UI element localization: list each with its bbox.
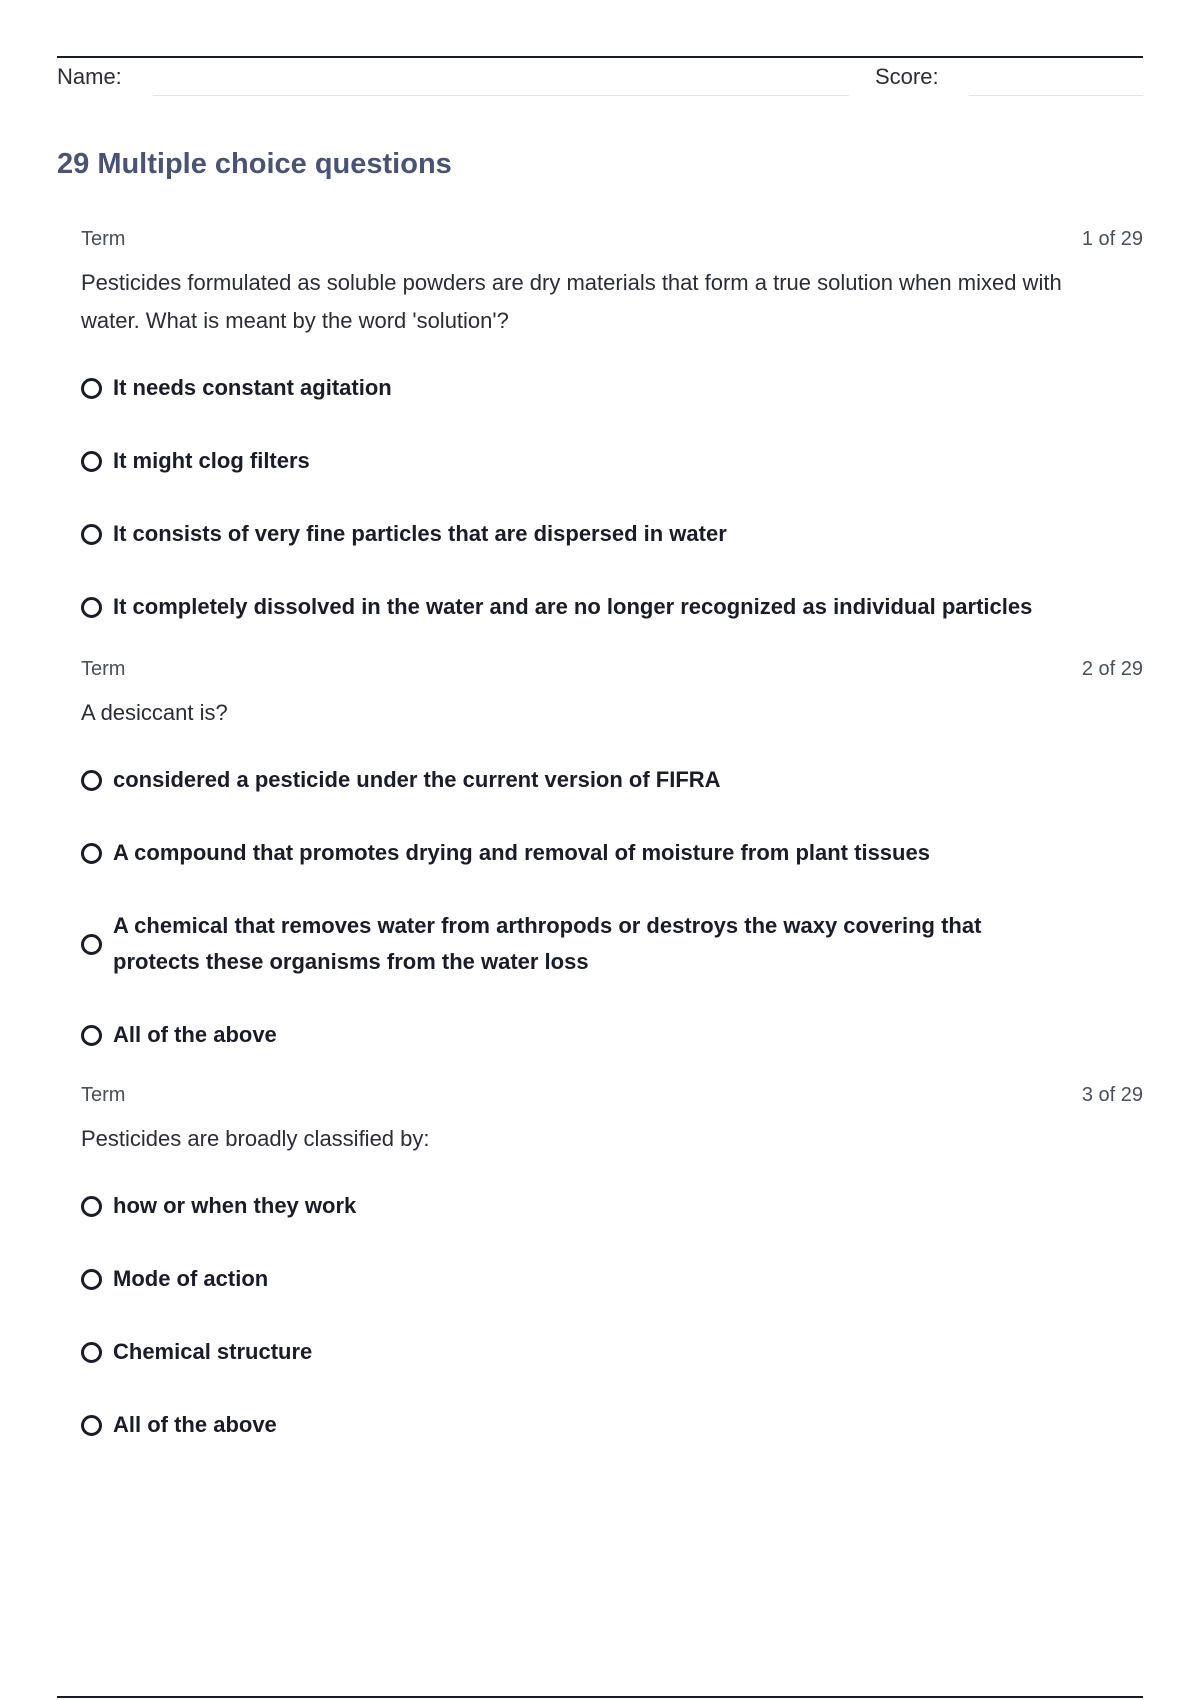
radio-circle-icon[interactable] bbox=[81, 1196, 102, 1217]
score-label: Score: bbox=[875, 64, 939, 89]
answer-option-label: It might clog filters bbox=[113, 448, 310, 473]
radio-circle-icon[interactable] bbox=[81, 597, 102, 618]
name-label: Name: bbox=[57, 64, 122, 89]
name-field-line[interactable] bbox=[153, 95, 849, 96]
radio-circle-icon[interactable] bbox=[81, 1342, 102, 1363]
answer-option-label: A chemical that removes water from arthropods or destroys the waxy covering that protects these organisms from the water loss bbox=[113, 913, 982, 974]
answer-option[interactable] bbox=[81, 370, 1143, 406]
answer-option[interactable] bbox=[81, 762, 1143, 798]
question-header bbox=[81, 1084, 1143, 1110]
answer-option-label: All of the above bbox=[113, 1412, 277, 1437]
question-header bbox=[81, 228, 1143, 254]
question-counter: 1 of 29 bbox=[1081, 228, 1143, 250]
answer-option-label: All of the above bbox=[113, 1022, 277, 1047]
question-prompt: Pesticides formulated as soluble powders are dry materials that form a true solution when mixed with water. What is meant by the word 'solution'? bbox=[81, 270, 1062, 333]
section-title: 29 Multiple choice questions bbox=[57, 148, 452, 180]
question-counter: 3 of 29 bbox=[1081, 1084, 1143, 1106]
answer-option-label: Chemical structure bbox=[113, 1339, 313, 1364]
radio-circle-icon[interactable] bbox=[81, 934, 102, 955]
question-2 bbox=[81, 658, 1143, 1053]
radio-circle-icon[interactable] bbox=[81, 378, 102, 399]
radio-circle-icon[interactable] bbox=[81, 1269, 102, 1290]
question-1 bbox=[81, 228, 1143, 625]
answer-options bbox=[81, 1188, 1143, 1443]
radio-circle-icon[interactable] bbox=[81, 451, 102, 472]
answer-options bbox=[81, 370, 1143, 625]
answer-option[interactable] bbox=[81, 1407, 1143, 1443]
answer-option[interactable] bbox=[81, 516, 1143, 552]
answer-option[interactable] bbox=[81, 443, 1143, 479]
answer-option[interactable] bbox=[81, 589, 1143, 625]
answer-option[interactable] bbox=[81, 1188, 1143, 1224]
answer-option[interactable] bbox=[81, 1017, 1143, 1053]
term-label: Term bbox=[81, 228, 126, 250]
answer-option-label: It completely dissolved in the water and are no longer recognized as individual particles bbox=[113, 594, 1033, 619]
question-3 bbox=[81, 1084, 1143, 1443]
answer-option-label: A compound that promotes drying and removal of moisture from plant tissues bbox=[113, 840, 930, 865]
answer-option-label: how or when they work bbox=[113, 1193, 357, 1218]
answer-option-label: Mode of action bbox=[113, 1266, 269, 1291]
answer-option-label: considered a pesticide under the current version of FIFRA bbox=[113, 767, 721, 792]
answer-option[interactable] bbox=[81, 908, 1143, 980]
answer-option[interactable] bbox=[81, 835, 1143, 871]
bottom-divider bbox=[57, 1696, 1143, 1698]
worksheet-page bbox=[57, 0, 1143, 1700]
question-header bbox=[81, 658, 1143, 684]
question-prompt: Pesticides are broadly classified by: bbox=[81, 1126, 430, 1151]
question-counter: 2 of 29 bbox=[1081, 658, 1143, 680]
answer-options bbox=[81, 762, 1143, 1053]
answer-option-label: It needs constant agitation bbox=[113, 375, 392, 400]
term-label: Term bbox=[81, 658, 126, 680]
answer-option[interactable] bbox=[81, 1261, 1143, 1297]
answer-option[interactable] bbox=[81, 1334, 1143, 1370]
score-field-line[interactable] bbox=[969, 95, 1143, 96]
term-label: Term bbox=[81, 1084, 126, 1106]
question-prompt: A desiccant is? bbox=[81, 700, 228, 725]
radio-circle-icon[interactable] bbox=[81, 1025, 102, 1046]
answer-option-label: It consists of very fine particles that are dispersed in water bbox=[113, 521, 727, 546]
radio-circle-icon[interactable] bbox=[81, 1415, 102, 1436]
header-row bbox=[57, 58, 1143, 98]
radio-circle-icon[interactable] bbox=[81, 524, 102, 545]
radio-circle-icon[interactable] bbox=[81, 843, 102, 864]
radio-circle-icon[interactable] bbox=[81, 770, 102, 791]
